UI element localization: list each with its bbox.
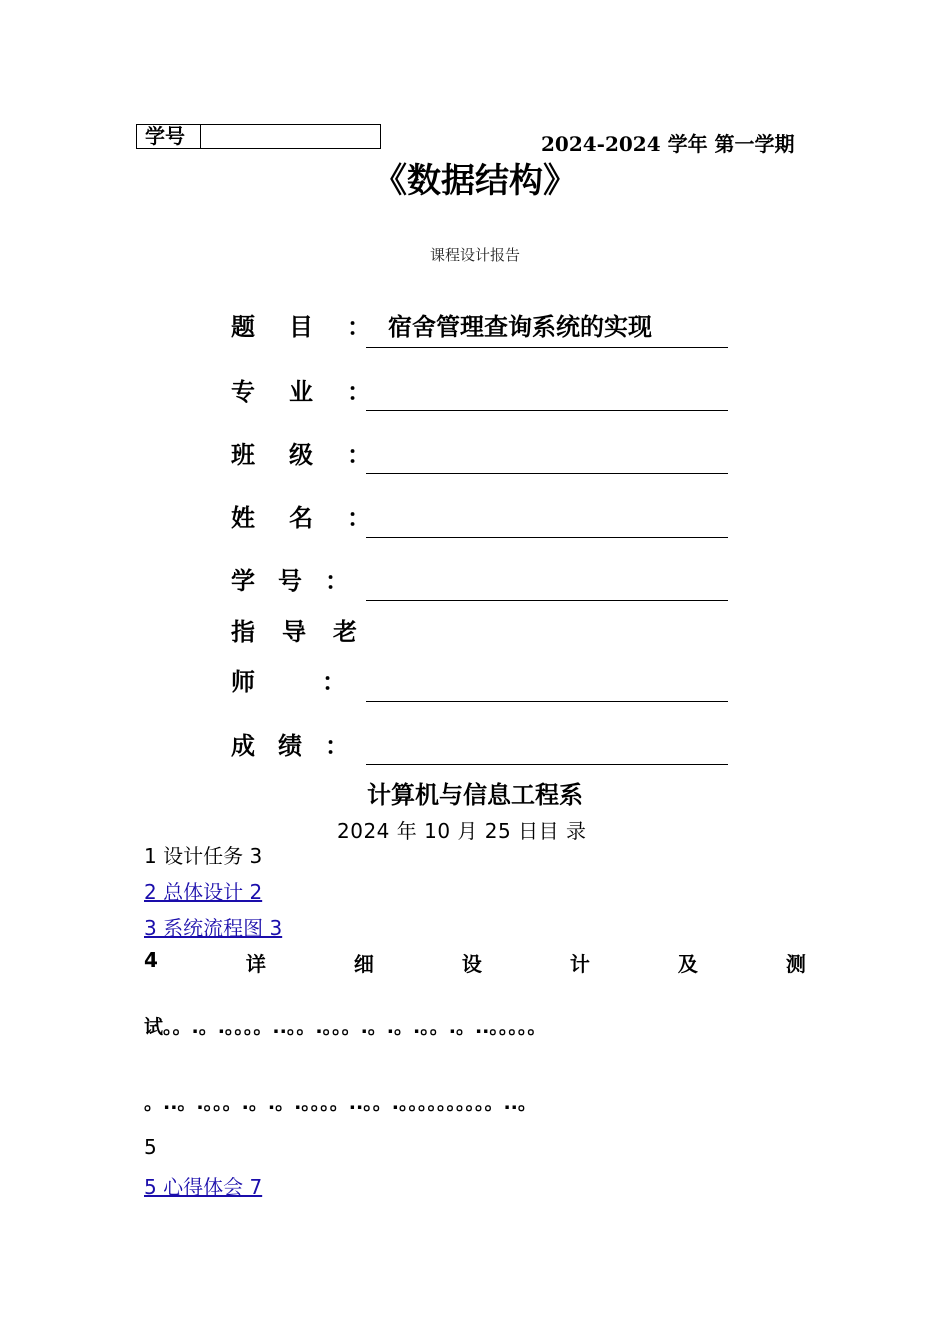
page-subtitle: 课程设计报告: [429, 246, 520, 264]
toc-item-3-link[interactable]: 3 系统流程图 3: [144, 916, 283, 940]
student-no-label: 学 号 ：: [231, 567, 349, 595]
name-label: 姓 名 ：: [231, 504, 371, 532]
student-id-label: 学号: [137, 125, 201, 148]
toc-item-5-link[interactable]: 5 心得体会 7: [144, 1175, 263, 1199]
student-id-value[interactable]: [201, 125, 380, 148]
toc-item-4-dot-leader-2: 。..。.。。。.。.。.。。。。..。。.。。。。。。。。。。..。: [144, 1092, 537, 1114]
advisor-label-line2: 师 ：: [231, 668, 346, 696]
student-no-underline: [366, 600, 728, 601]
toc-item-4-heading: 4 详 细 设 计 及 测: [144, 948, 806, 976]
academic-term: 2024-2024 学年 第一学期: [541, 132, 795, 156]
grade-label: 成 绩 ：: [231, 732, 349, 760]
class-underline: [366, 473, 728, 474]
department: 计算机与信息工程系: [367, 781, 583, 809]
major-underline: [366, 410, 728, 411]
advisor-label-line1: 指 导 老: [231, 618, 357, 646]
toc-item-4-dot-leader-1: 试。。.。.。。。。..。。.。。。.。.。.。。.。..。。。。。: [144, 1016, 547, 1038]
toc-item-1: 1 设计任务 3: [144, 844, 263, 868]
topic-value: 宿舍管理查询系统的实现: [388, 313, 652, 341]
topic-label: 题 目 ：: [231, 313, 371, 341]
student-id-box: [136, 124, 381, 149]
grade-underline: [366, 764, 728, 765]
topic-underline: [366, 347, 728, 348]
report-date: 2024 年 10 月 25 日目 录: [337, 819, 587, 843]
name-underline: [366, 537, 728, 538]
toc-item-4-page: 5: [144, 1135, 157, 1159]
page-title: 《数据结构》: [373, 161, 577, 201]
toc-item-2-link[interactable]: 2 总体设计 2: [144, 880, 263, 904]
advisor-underline: [366, 701, 728, 702]
major-label: 专 业 ：: [231, 378, 371, 406]
class-label: 班 级 ：: [231, 441, 371, 469]
